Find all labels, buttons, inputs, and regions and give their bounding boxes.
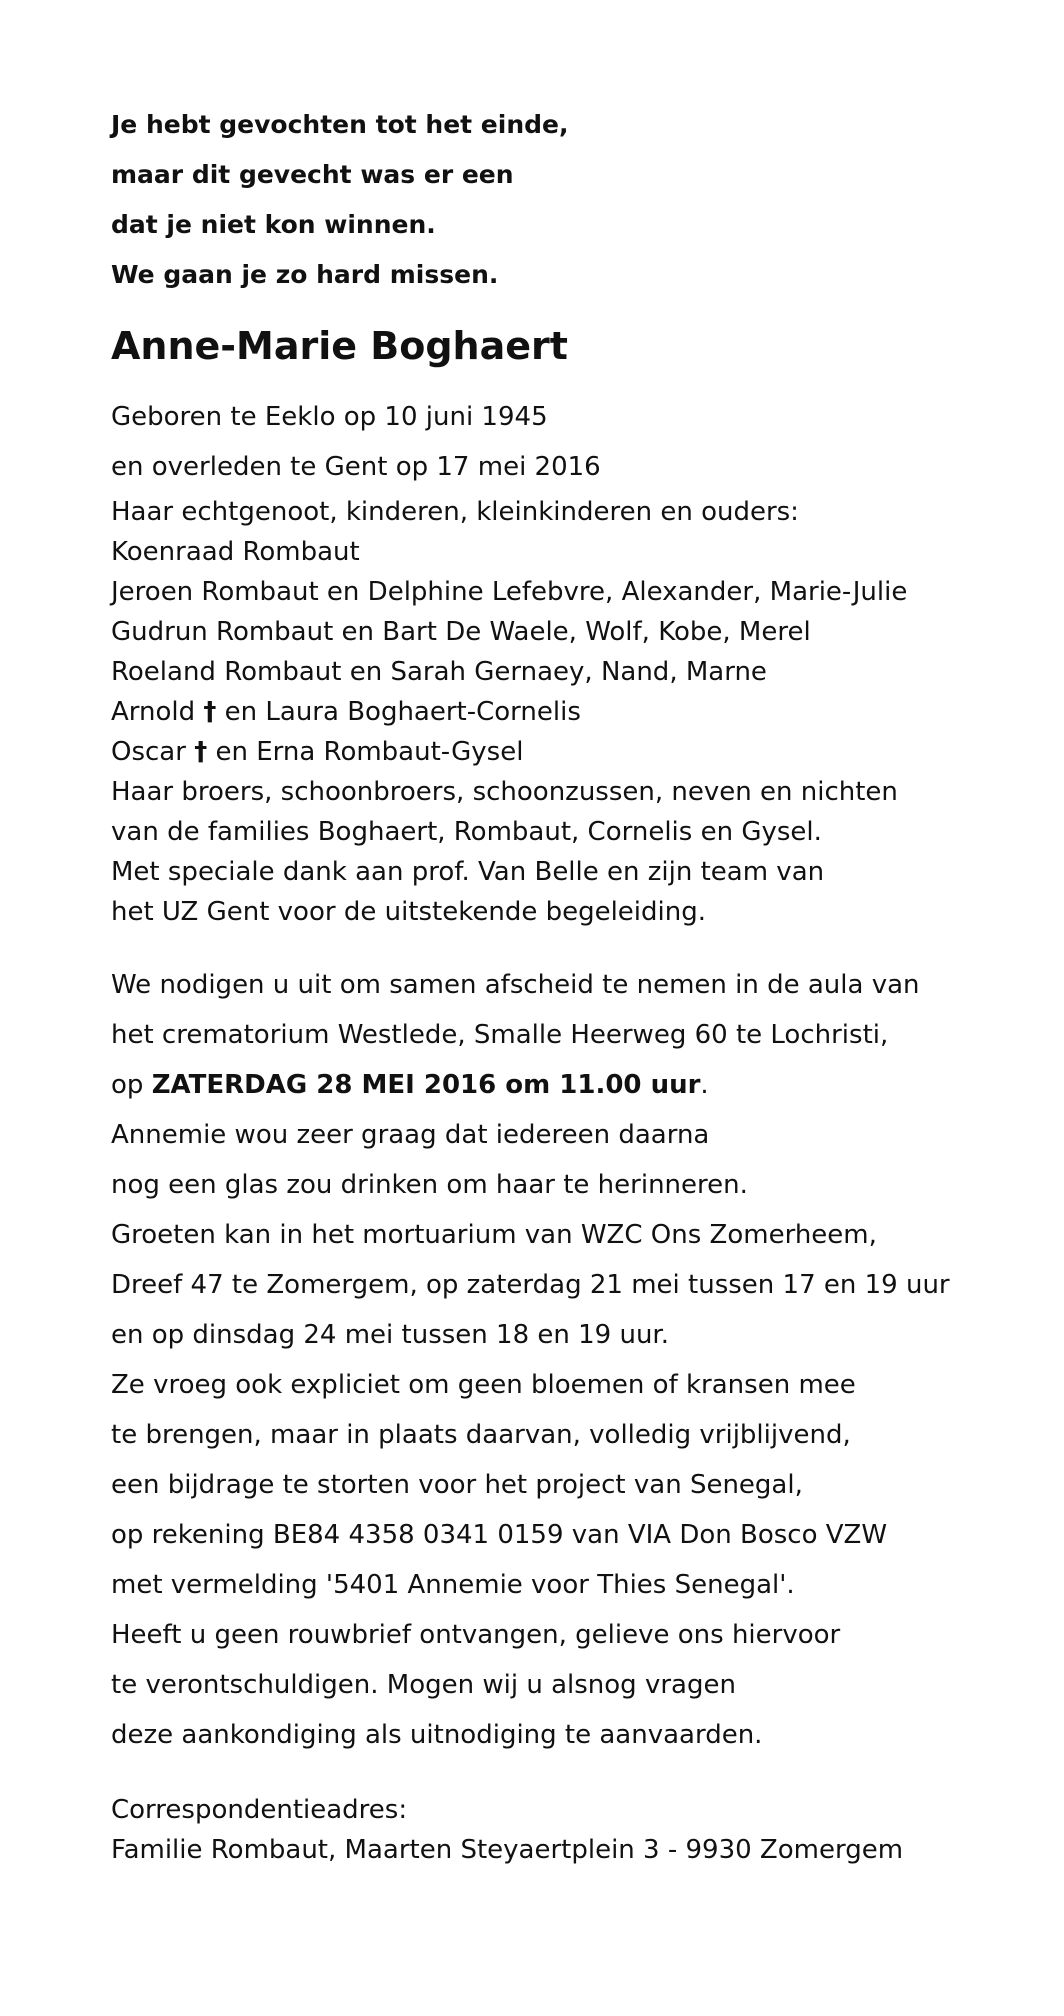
parent-rest: en Erna Rombaut-Gysel bbox=[207, 737, 524, 767]
cross-icon: † bbox=[203, 697, 217, 727]
correspondence-address bbox=[111, 1790, 1031, 1870]
verse-line: Je hebt gevochten tot het einde, bbox=[111, 110, 569, 139]
date-suffix: . bbox=[700, 1070, 709, 1100]
invitation-line: te brengen, maar in plaats daarvan, volledig vrijblijvend, bbox=[111, 1420, 851, 1450]
invitation-line: nog een glas zou drinken om haar te herinneren. bbox=[111, 1170, 748, 1200]
family-parents bbox=[111, 732, 1031, 772]
family-relatives: van de families Boghaert, Rombaut, Cornelis en Gysel. bbox=[111, 817, 822, 847]
invitation-line: met vermelding '5401 Annemie voor Thies Senegal'. bbox=[111, 1570, 795, 1600]
family-relatives: Haar broers, schoonbroers, schoonzussen, neven en nichten bbox=[111, 777, 898, 807]
invitation-line: Heeft u geen rouwbrief ontvangen, gelieve ons hiervoor bbox=[111, 1620, 841, 1650]
correspondence-text: Familie Rombaut, Maarten Steyaertplein 3 - 9930 Zomergem bbox=[111, 1835, 904, 1865]
invitation-line: te verontschuldigen. Mogen wij u alsnog vragen bbox=[111, 1670, 736, 1700]
invitation-line: en op dinsdag 24 mei tussen 18 en 19 uur. bbox=[111, 1320, 669, 1350]
verse-line: maar dit gevecht was er een bbox=[111, 160, 514, 189]
invitation-line: een bijdrage te storten voor het project van Senegal, bbox=[111, 1470, 803, 1500]
correspondence-label: Correspondentieadres: bbox=[111, 1795, 408, 1825]
invitation-line: Dreef 47 te Zomergem, op zaterdag 21 mei tussen 17 en 19 uur bbox=[111, 1270, 950, 1300]
parent-rest: en Laura Boghaert-Cornelis bbox=[216, 697, 581, 727]
invitation-line: op rekening BE84 4358 0341 0159 van VIA Don Bosco VZW bbox=[111, 1520, 888, 1550]
invitation-date-line bbox=[111, 1060, 1031, 1110]
ceremony-date: ZATERDAG 28 MEI 2016 om 11.00 uur bbox=[151, 1070, 701, 1100]
birth-death-info bbox=[111, 392, 1031, 492]
obituary-document bbox=[111, 100, 1031, 1870]
cross-icon: † bbox=[194, 737, 208, 767]
invitation-line: Annemie wou zeer graag dat iedereen daarna bbox=[111, 1120, 710, 1150]
date-prefix: op bbox=[111, 1070, 152, 1100]
parent-name: Oscar bbox=[111, 737, 186, 767]
memorial-verse bbox=[111, 100, 1031, 300]
family-child: Gudrun Rombaut en Bart De Waele, Wolf, Kobe, Merel bbox=[111, 617, 811, 647]
family-parents bbox=[111, 692, 1031, 732]
invitation-line: We nodigen u uit om samen afscheid te nemen in de aula van bbox=[111, 970, 920, 1000]
death-line: en overleden te Gent op 17 mei 2016 bbox=[111, 452, 601, 482]
verse-line: We gaan je zo hard missen. bbox=[111, 260, 499, 289]
family-child: Roeland Rombaut en Sarah Gernaey, Nand, Marne bbox=[111, 657, 767, 687]
birth-line: Geboren te Eeklo op 10 juni 1945 bbox=[111, 402, 548, 432]
family-child: Jeroen Rombaut en Delphine Lefebvre, Alexander, Marie-Julie bbox=[111, 577, 908, 607]
invitation-line: deze aankondiging als uitnodiging te aanvaarden. bbox=[111, 1720, 763, 1750]
family-list bbox=[111, 492, 1031, 932]
invitation-line: het crematorium Westlede, Smalle Heerweg 60 te Lochristi, bbox=[111, 1020, 889, 1050]
invitation-line: Groeten kan in het mortuarium van WZC Ons Zomerheem, bbox=[111, 1220, 877, 1250]
family-spouse: Koenraad Rombaut bbox=[111, 537, 360, 567]
family-intro: Haar echtgenoot, kinderen, kleinkinderen en ouders: bbox=[111, 497, 799, 527]
deceased-name: Anne-Marie Boghaert bbox=[111, 324, 568, 368]
ceremony-invitation bbox=[111, 960, 1031, 1760]
parent-name: Arnold bbox=[111, 697, 196, 727]
family-thanks: Met speciale dank aan prof. Van Belle en zijn team van bbox=[111, 857, 825, 887]
family-thanks: het UZ Gent voor de uitstekende begeleiding. bbox=[111, 897, 707, 927]
verse-line: dat je niet kon winnen. bbox=[111, 210, 436, 239]
invitation-line: Ze vroeg ook expliciet om geen bloemen of kransen mee bbox=[111, 1370, 856, 1400]
